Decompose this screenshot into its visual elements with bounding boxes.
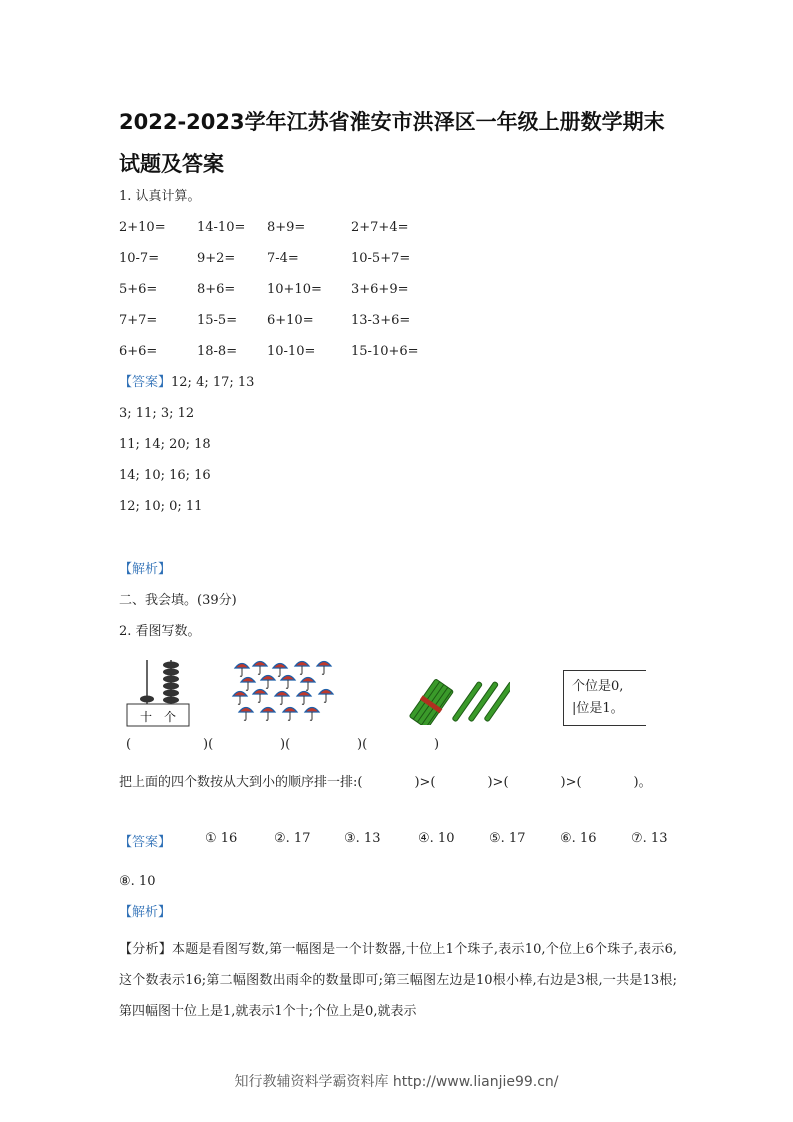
- calculation-item: 14-10=: [197, 220, 246, 235]
- analysis-tag: 【解析】: [119, 905, 172, 920]
- blank: )(: [203, 737, 214, 752]
- section-heading: 二、我会填。(39分): [119, 593, 237, 608]
- answer-row: 14; 10; 16; 16: [119, 468, 211, 483]
- blank: )(: [357, 737, 368, 752]
- umbrella-icon: [281, 676, 295, 689]
- umbrella-icon: [261, 708, 275, 721]
- place-value-box: [563, 670, 646, 726]
- ordering-question: 把上面的四个数按从大到小的顺序排一排:( )>( )>( )>( )。: [119, 775, 652, 790]
- umbrella-icon: [253, 662, 267, 675]
- page-footer: 知行教辅资料学霸资料库 http://www.lianjie99.cn/: [234, 1074, 559, 1090]
- answer-row: 12; 4; 17; 13: [171, 375, 255, 390]
- umbrella-icon: [253, 690, 267, 703]
- sticks-figure: [405, 675, 510, 725]
- calculation-item: 7+7=: [119, 313, 158, 328]
- answer-row: 3; 11; 3; 12: [119, 406, 195, 421]
- umbrella-icon: [233, 692, 247, 705]
- calculation-item: 8+6=: [197, 282, 236, 297]
- calculation-item: 10-5+7=: [351, 251, 411, 266]
- blank: (: [126, 737, 132, 752]
- q2-heading: 2. 看图写数。: [119, 624, 201, 639]
- umbrella-icon: [297, 692, 311, 705]
- answer-blanks: [126, 737, 511, 752]
- tens-place-text: |位是1。: [572, 701, 624, 716]
- calculation-item: 10-7=: [119, 251, 160, 266]
- answer-tag: 【答案】: [119, 835, 172, 850]
- umbrella-icon: [319, 690, 333, 703]
- umbrella-icon: [273, 664, 287, 677]
- q1-answer-line: [119, 374, 254, 392]
- answer-value: ⑤. 17: [489, 831, 526, 846]
- calculation-item: 3+6+9=: [351, 282, 409, 297]
- umbrella-icon: [241, 678, 255, 691]
- calculation-item: 2+7+4=: [351, 220, 409, 235]
- tens-label: 十: [140, 710, 153, 724]
- answer-row: 11; 14; 20; 18: [119, 437, 211, 452]
- analysis-paragraph: 【分析】本题是看图写数,第一幅图是一个计数器,十位上1个珠子,表示10,个位上6个珠子,表示6,这个数表示16;第二幅图数出雨伞的数量即可;第三幅图左边是10根小棒,右边是3根,一共是13根;第四幅图十位上是1,就表示1个十;个位上是0,就表示: [119, 942, 677, 1019]
- umbrella-icon: [275, 692, 289, 705]
- answer-value: ① 16: [205, 831, 238, 846]
- answer-value: ②. 17: [274, 831, 311, 846]
- answer-value: ⑧. 10: [119, 874, 156, 889]
- answer-tag: 【答案】: [119, 375, 172, 390]
- calculation-item: 13-3+6=: [351, 313, 411, 328]
- answer-row: 12; 10; 0; 11: [119, 499, 203, 514]
- umbrella-icon: [295, 662, 309, 675]
- calculation-item: 9+2=: [197, 251, 236, 266]
- q1-heading: 1. 认真计算。: [119, 189, 201, 204]
- ones-label: 个: [164, 710, 177, 724]
- umbrella-icon: [261, 676, 275, 689]
- ones-place-text: 个位是0,: [572, 679, 624, 694]
- calculation-item: 15-5=: [197, 313, 238, 328]
- umbrella-icon: [235, 664, 249, 677]
- blank: ): [434, 737, 440, 752]
- calculation-item: 18-8=: [197, 344, 238, 359]
- analysis-tag: 【解析】: [119, 562, 172, 577]
- document-title: 2022-2023学年江苏省淮安市洪泽区一年级上册数学期末试题及答案: [119, 110, 665, 176]
- calculation-item: 10-10=: [267, 344, 316, 359]
- umbrella-icon: [305, 708, 319, 721]
- blank: )(: [280, 737, 291, 752]
- abacus-figure: [125, 658, 195, 730]
- answer-value: ④. 10: [418, 831, 455, 846]
- umbrella-figure: [230, 658, 335, 724]
- calculation-item: 6+10=: [267, 313, 314, 328]
- calculation-item: 10+10=: [267, 282, 322, 297]
- calculation-item: 5+6=: [119, 282, 158, 297]
- answer-value: ⑦. 13: [631, 831, 668, 846]
- calculation-item: 15-10+6=: [351, 344, 419, 359]
- calculation-item: 2+10=: [119, 220, 166, 235]
- umbrella-icon: [239, 708, 253, 721]
- answer-value: ⑥. 16: [560, 831, 597, 846]
- umbrella-icon: [283, 708, 297, 721]
- calculation-item: 8+9=: [267, 220, 306, 235]
- calculation-item: 6+6=: [119, 344, 158, 359]
- calculation-item: 7-4=: [267, 251, 299, 266]
- umbrella-icon: [317, 662, 331, 675]
- umbrella-icon: [301, 678, 315, 691]
- answer-value: ③. 13: [344, 831, 381, 846]
